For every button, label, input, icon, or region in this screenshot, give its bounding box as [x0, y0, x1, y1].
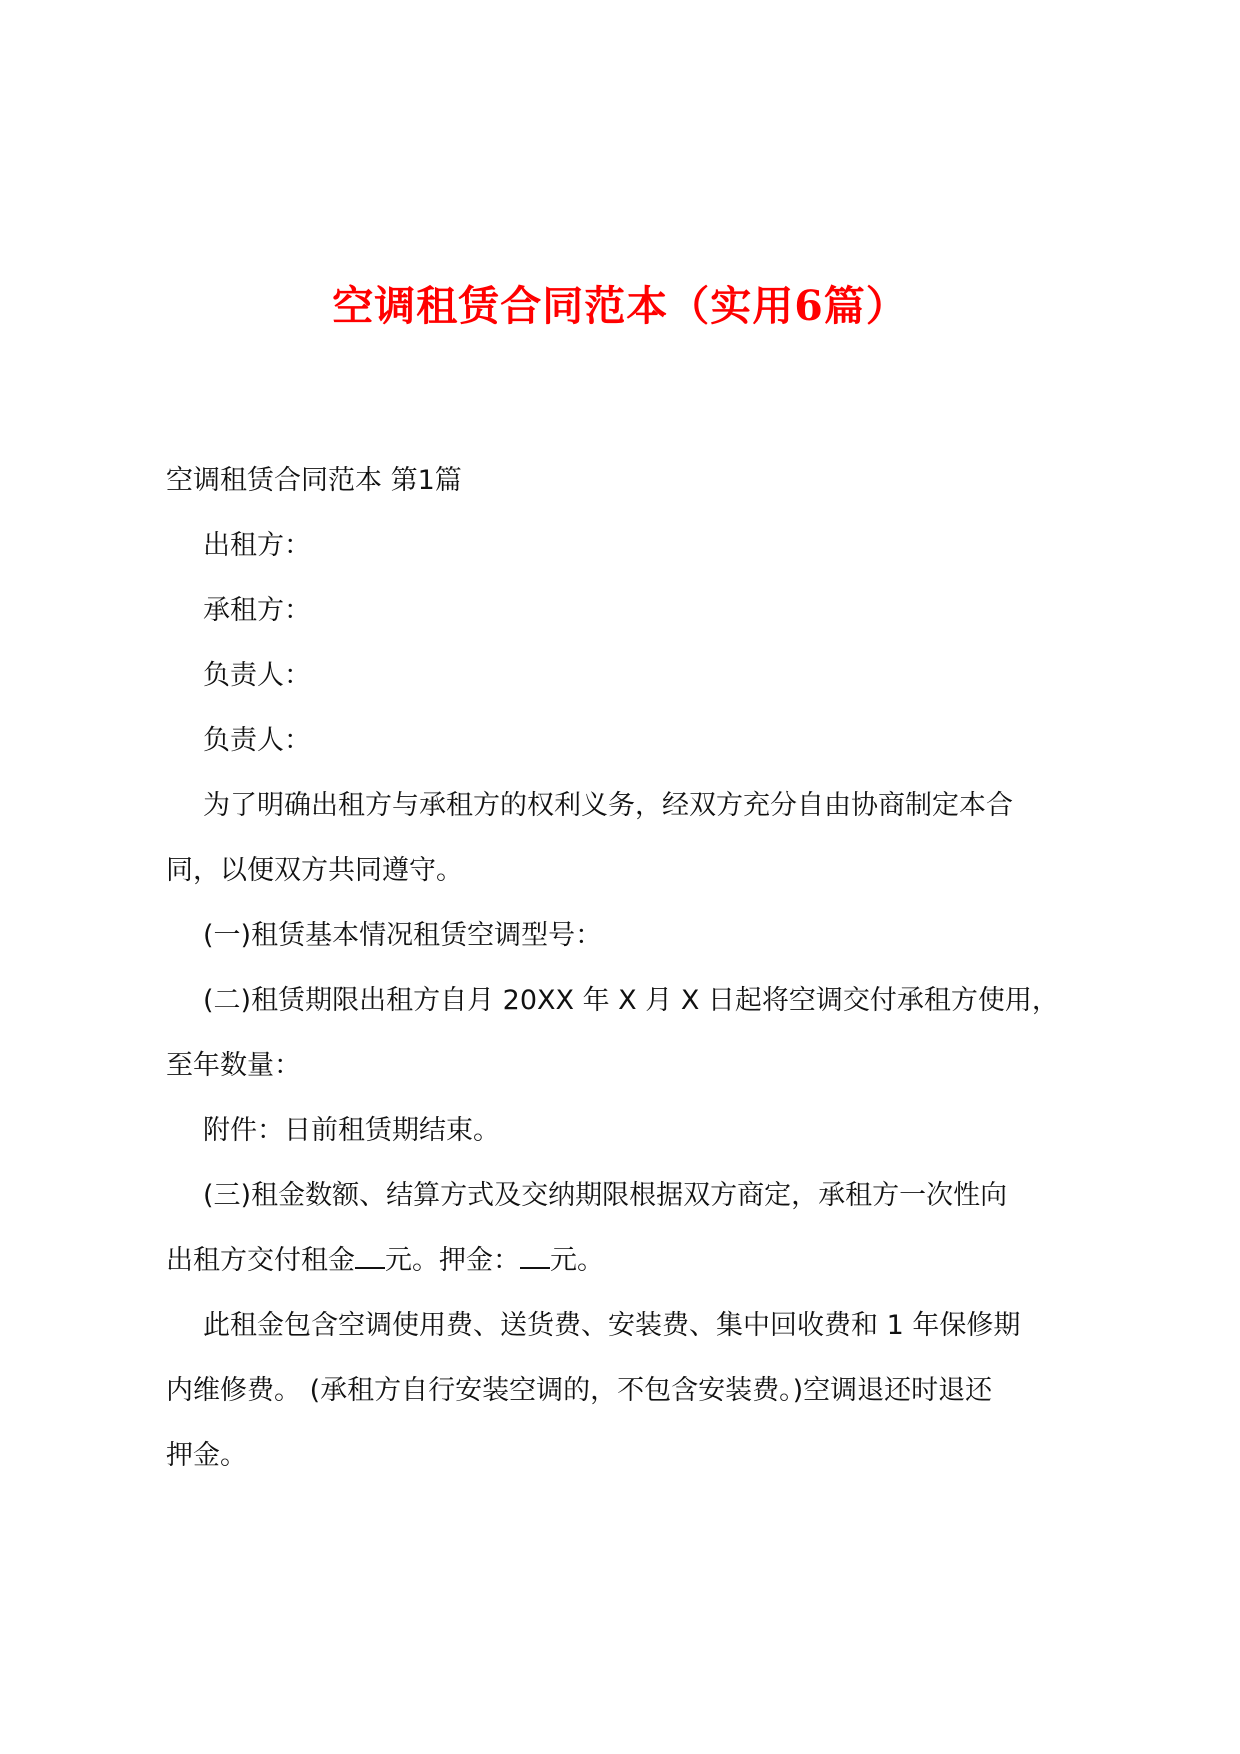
lessor-label: 出租方： — [203, 530, 311, 561]
clause-2-line: 至年数量： — [166, 1050, 301, 1081]
document-title: 空调租赁合同范本（实用6篇） — [332, 282, 908, 330]
rent-note-line: 内维修费。 (承租方自行安装空调的，不包含安装费。)空调退还时退还 — [166, 1375, 993, 1406]
clause-2-line: (二)租赁期限出租方自月 20XX 年 X 月 X 日起将空调交付承租方使用， — [203, 985, 1059, 1016]
section-heading: 空调租赁合同范本 第1篇 — [166, 465, 462, 496]
clause-3-end-text: 元。 — [550, 1245, 604, 1276]
clause-3-rent-text: 出租方交付租金 — [166, 1245, 355, 1276]
intro-paragraph-line: 同，以便双方共同遵守。 — [166, 855, 463, 886]
attachment-line: 附件：日前租赁期结束。 — [203, 1115, 500, 1146]
rent-note-line: 此租金包含空调使用费、送货费、安装费、集中回收费和 1 年保修期 — [203, 1310, 1021, 1341]
rent-amount-blank — [355, 1245, 385, 1269]
person-in-charge-label: 负责人： — [203, 660, 311, 691]
clause-3-line — [166, 1228, 1110, 1293]
intro-paragraph-line: 为了明确出租方与承租方的权利义务，经双方充分自由协商制定本合 — [203, 790, 1013, 821]
clause-3-line: (三)租金数额、结算方式及交纳期限根据双方商定，承租方一次性向 — [203, 1180, 1008, 1211]
document-body — [166, 448, 1110, 1488]
person-in-charge-label: 负责人： — [203, 725, 311, 756]
lessee-label: 承租方： — [203, 595, 311, 626]
deposit-amount-blank — [520, 1245, 550, 1269]
rent-note-line: 押金。 — [166, 1440, 247, 1471]
clause-1: (一)租赁基本情况租赁空调型号： — [203, 920, 603, 951]
clause-3-deposit-text: 元。押金： — [385, 1245, 520, 1276]
